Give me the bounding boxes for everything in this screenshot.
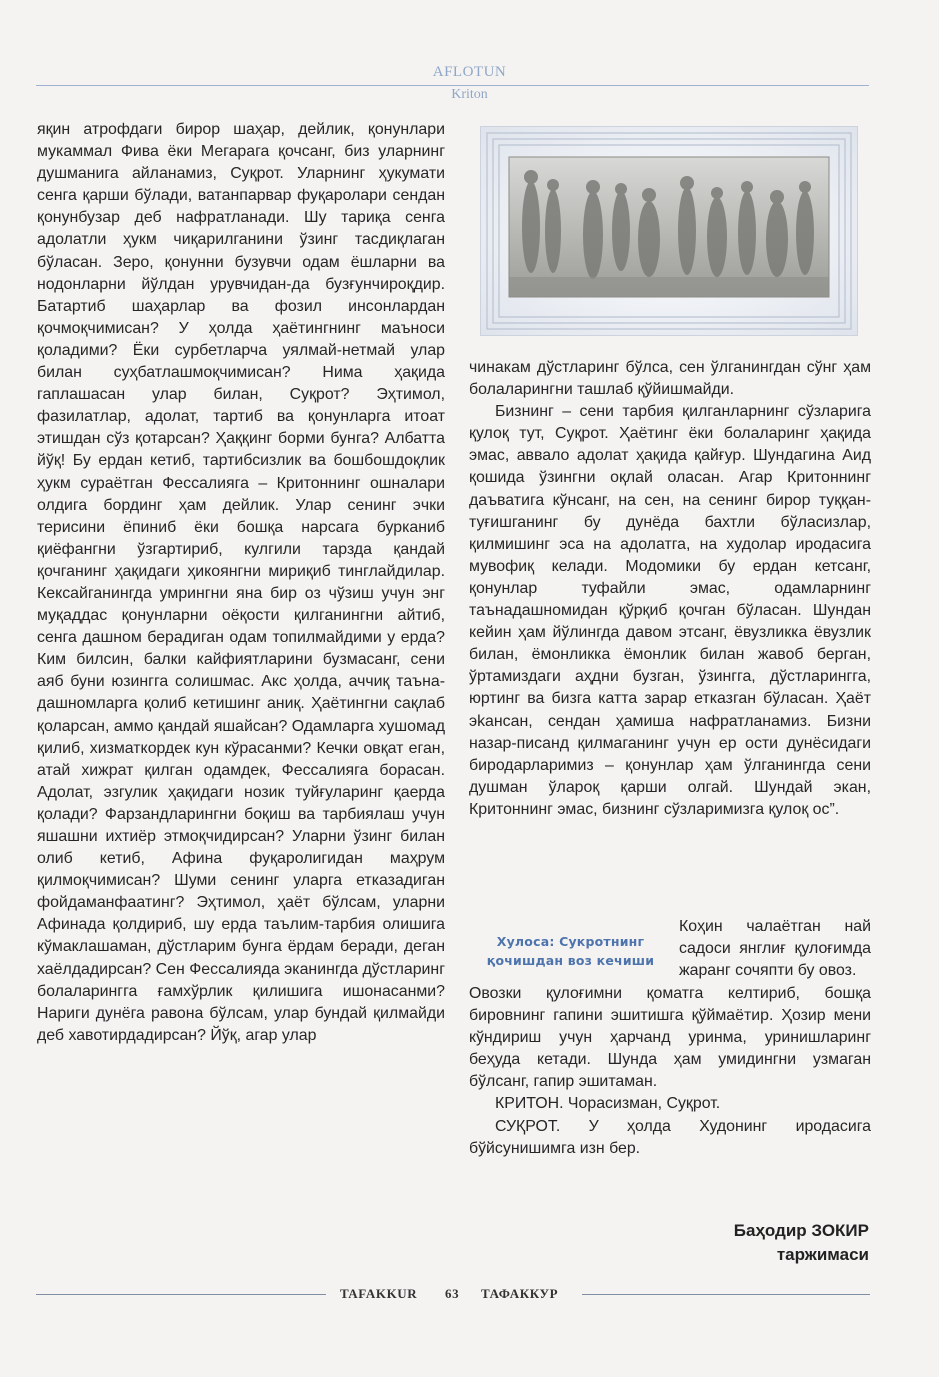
pull-quote-line-1: Хулоса: Сукротнинг [496,934,645,949]
paragraph-2: Бизнинг – сени тарбия қилганларнинг сўзларига қулоқ тут, Суқрот. Ҳаётинг ёки болаларинг ҳақида эмас, аввало адолат ҳақида қайғур. Шундагина Аид қошида ўзингни оқлай оласан. Агар Критоннинг даъватига кўнсанг, на сен, на сенинг бирор туққан-туғишганинг бу дунёда бахтли бўласизлар, қилмишинг эса на адолатга, на худолар иродасига мувофиқ келади. Модомики бу ердан кетсанг, қонунлар туфайли эмас, одамларнинг таънадашномидан қўрқиб қочган бўласан. Шундан кейин ҳам йўлингда давом этсанг, ёвузликка ёвузлик билан, ёмонликка ёмонлик билан жавоб берган, ўртамиздаги аҳдни бузган, ўзингга, дўстларингга, юртинг ва бизга катта зарар етказган бўласан. Ҳаёт эkансан, сендан ҳамиша нафратланамиз. Бизни назар-писанд қилмаганинг учун ер ости дунёсидаги биродарларимиз – қонунлар ҳам ўлганингда сени душман ўлароқ қарши олгай. Шундай экан, Критоннинг эмас, бизнинг сўзларимизга қулоқ ос”. [469,403,871,818]
right-text-column-bottom [469,983,871,1160]
relief-image [481,127,857,335]
paragraph-3-rest: Овозки қулоғимни қоматга келтириб, бошқа бировнинг гапини эшитишга қўймаётир. Ҳозир мени кўндириш учун ҳарчанд уринма, уринишларинг беҳуда кетади. Шунда ҳам умидингни узмаган бўлсанг, гапир эшитаман. [469,985,871,1091]
dialogue-kriton: КРИТОН. Чорасизман, Суқрот. [495,1095,721,1113]
paragraph-3-start: Коҳин чалаётган най садоси янглиғ қулоғимда жаранг сочяпти бу овоз. [679,918,871,980]
page-number: 63 [445,1286,460,1301]
dialogue-suqrot: СУҚРОТ. У ҳолда Худонинг иродасига бўйсунишимга изн бер. [469,1117,871,1157]
footer-rule-right [582,1294,870,1295]
paragraph-3-wrapped [679,916,871,982]
header-rule [36,85,869,86]
translator-name: Баҳодир ЗОКИР [733,1221,869,1240]
right-text-column [469,357,871,821]
running-header-author: AFLOTUN [432,64,507,80]
footer-rule-left [36,1294,326,1295]
footer-magazine-cyrillic: ТАФАККУР [481,1286,559,1301]
pull-quote-line-2: қочишдан воз кечиши [486,953,655,968]
running-header-work: Kriton [451,87,488,102]
pull-quote [468,932,673,970]
left-column-text: яқин атрофдаги бирор шаҳар, дейлик, қонунлари мукаммал Фива ёки Мегарага қочсанг, биз уларнинг душманига айланамиз, Суқрот. Уларнинг ҳукумати сенга қарши бўлади, ватанпарвар фуқаролари сендан қонунбузар деб нафратланади. Шу тариқа сенга адолатли ҳукм чиқарилганини ўзинг тасдиқлаган бўласан. Зеро, қонунни бузувчи одам ёшларни ва нодонларни йўлдан урувчидан-да бузғунчироқдир. Батартиб шаҳарлар ва фозил инсонлардан қочмоқчимисан? У ҳолда ҳаётингнинг маъноси қоладими? Ёки сурбетларча уялмай-нетмай улар билан суҳбатлашмоқчимисан? Нима ҳақида гаплашасан улар билан, Суқрот? Эҳтимол, фазилатлар, адолат, тартиб ва қонунларга итоат этишдан сўз қотарсан? Ҳаққинг борми бунга? Албатта йўқ! Бу ердан кетиб, тартибсизлик ва бошбошдоқлик ҳукм сураётган Фессалияга – Критоннинг ошналари олдига бординг ҳам дейлик. Улар сенинг эчки терисини ёпиниб ёки бошқа нарсага бурканиб қиёфангни ўзгартириб, кулгили тарзда қандай қочганинг ҳақидаги ҳикоянгни мириқиб тинглайдилар. Кексайганингда умрингни яна бир оз чўзиш учун энг муқаддас қонунларни оёқости қилганингни айтиб, сенга дашном берадиган одам топилмайдими у ерда? Ким билсин, балки кайфиятларини бузмасанг, сени аяб буни юзингга солишмас. Акс ҳолда, аччиқ таъна-дашномларга қолиб кетишинг аниқ. Ҳаётингни сақлаб қоларсан, аммо қандай яшайсан? Одамларга хушомад қилиб, хизматкордек кун кўрасанми? Кечки овқат еган, атай хижрат қилган одамдек, Фессалияга борасан. Адолат, эзгулик ҳақидаги нозик туйғуларинг қаерда қолади? Фарзандларингни боқиш ва тарбиялаш учун яшашни ихтиёр этмоқчидирсан? Уларни ўзинг билан олиб кетиб, Афина фуқаролигидан маҳрум қилмоқчимисан? Шуми сенинг уларга етказадиган фойдаманфаатинг? Эҳтимол, ҳаёт бўлсам, уларни Афинада қолдириб, шу ерда таълим-тарбия олишига кўмаклашаман, дўстларим бунга ёрдам беради, деган хаёлдадирсан? Сен Фессалияда эканингда дўстларинг болаларингга ғамхўрлик қилишига ишонасанми? Нариги дунёга равона бўлсам, улар бундай қилмайди деб хавотирдадирсан? Йўқ, агар улар [37,121,445,1044]
relief-illustration [480,126,858,336]
left-text-column [37,119,445,1047]
translator-role: таржимаси [776,1245,869,1264]
paragraph-1: чинакам дўстларинг бўлса, сен ўлганингдан сўнг ҳам болаларингни ташлаб қўйишмайди. [469,359,871,399]
footer-magazine-latin: TAFAKKUR [340,1286,418,1301]
